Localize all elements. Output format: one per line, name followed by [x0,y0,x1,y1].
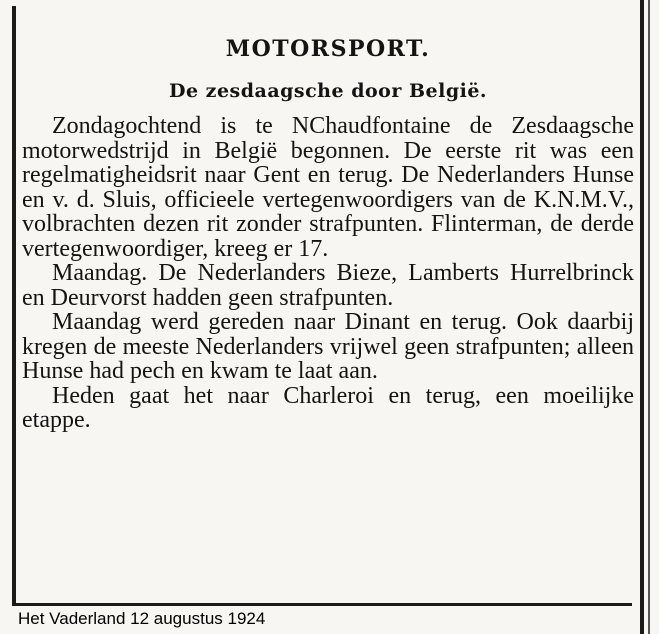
article [22,34,634,433]
paragraph-3: Maandag werd gereden naar Dinant en terug. Ook daarbij kregen de meeste Nederlanders vrijwel geen strafpunten; alleen Hunse had pech en kwam te laat aan. [22,309,634,384]
right-column-rule [640,0,644,634]
paragraph-4: Heden gaat het naar Charleroi en terug, een moeilijke etappe. [22,382,634,433]
right-edge-rule [648,0,650,634]
source-caption: Het Vaderland 12 augustus 1924 [18,609,266,628]
subheadline: De zesdaagsche door België. [168,80,488,102]
headline: MOTORSPORT. [225,36,431,62]
bottom-rule [16,603,632,606]
paragraph-1: Zondagochtend is te NChaudfontaine de Zesdaagsche motorwedstrijd in België begonnen. De eerste rit was een regelmatigheidsrit naar Gent en terug. De Nederlanders Hunse en v. d. Sluis, officieele vertegenwoordigers van de K.N.M.V., volbrachten dezen rit zonder strafpunten. Flinterman, de derde vertegenwoordiger, kreeg er 17. [22,113,634,262]
left-column-rule [12,6,16,606]
paragraph-2: Maandag. De Nederlanders Bieze, Lamberts Hurrelbrinck en Deurvorst hadden geen strafpunten. [22,260,634,311]
